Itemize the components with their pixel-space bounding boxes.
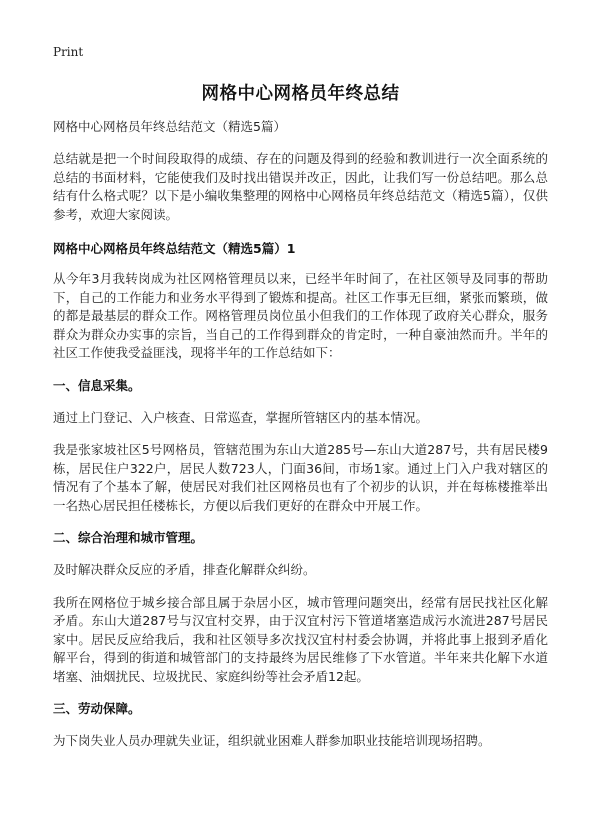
article-heading: 网格中心网格员年终总结范文（精选5篇）1 <box>53 241 296 256</box>
print-link[interactable]: Print <box>53 45 84 59</box>
body-paragraph: 从今年3月我转岗成为社区网格管理员以来，已经半年时间了，在社区领导及同事的帮助下，自己的工作能力和业务水平得到了锻炼和提高。社区工作事无巨细，紧张而繁琐，做的都是最基层的群众工作。网格管理员岗位虽小但我们的工作体现了政府关心群众，服务群众为群众办实事的宗旨，当自己的工作得到群众的肯定时，一种自豪油然而升。半年的社区工作使我受益匪浅，现将半年的工作总结如下： <box>53 271 548 360</box>
section-heading-info-collection: 一、信息采集。 <box>53 377 141 393</box>
intro-paragraph: 总结就是把一个时间段取得的成绩、存在的问题及得到的经验和教训进行一次全面系统的总结的书面材料，它能使我们及时找出错误并改正，因此，让我们写一份总结吧。那么总结有什么格式呢？以下是小编收集整理的网格中心网格员年终总结范文（精选5篇），仅供参考，欢迎大家阅读。 <box>53 151 548 222</box>
section-heading-labor-security: 三、劳动保障。 <box>53 701 141 716</box>
section-lead-labor-security: 为下岗失业人员办理就失业证，组织就业困难人群参加职业技能培训现场招聘。 <box>53 733 491 748</box>
section-body-info-collection: 我是张家坡社区5号网格员，管辖范围为东山大道285号—东山大道287号，共有居民楼9栋，居民住户322户，居民人数723人，门面36间，市场1家。通过上门入户我对辖区的情况有了个基本了解，使居民对我们社区网格员也有了个初步的认识，并在每栋楼推举出一名热心居民担任楼栋长，方便以后我们更好的在群众中开展工作。 <box>53 442 548 513</box>
section-lead-info-collection: 通过上门登记、入户核查、日常巡查，掌握所管辖区内的基本情况。 <box>53 409 429 425</box>
section-heading-governance: 二、综合治理和城市管理。 <box>53 530 204 545</box>
document-subtitle: 网格中心网格员年终总结范文（精选5篇） <box>53 119 286 134</box>
section-lead-governance: 及时解决群众反应的矛盾，排查化解群众纠纷。 <box>53 562 316 577</box>
page-title: 网格中心网格员年终总结 <box>201 84 400 104</box>
section-body-governance: 我所在网格位于城乡接合部且属于杂居小区，城市管理问题突出，经常有居民找社区化解矛盾。东山大道287号与汉宜村交界，由于汉宜村污下管道堵塞造成污水流进287号居民家中。居民反应给我后，我和社区领导多次找汉宜村村委会协调，并将此事上报到矛盾化解平台，得到的街道和城管部门的支持最终为居民维修了下水管道。半年来共化解下水道堵塞、油烟扰民、垃圾扰民、家庭纠纷等社会矛盾12起。 <box>53 594 548 684</box>
